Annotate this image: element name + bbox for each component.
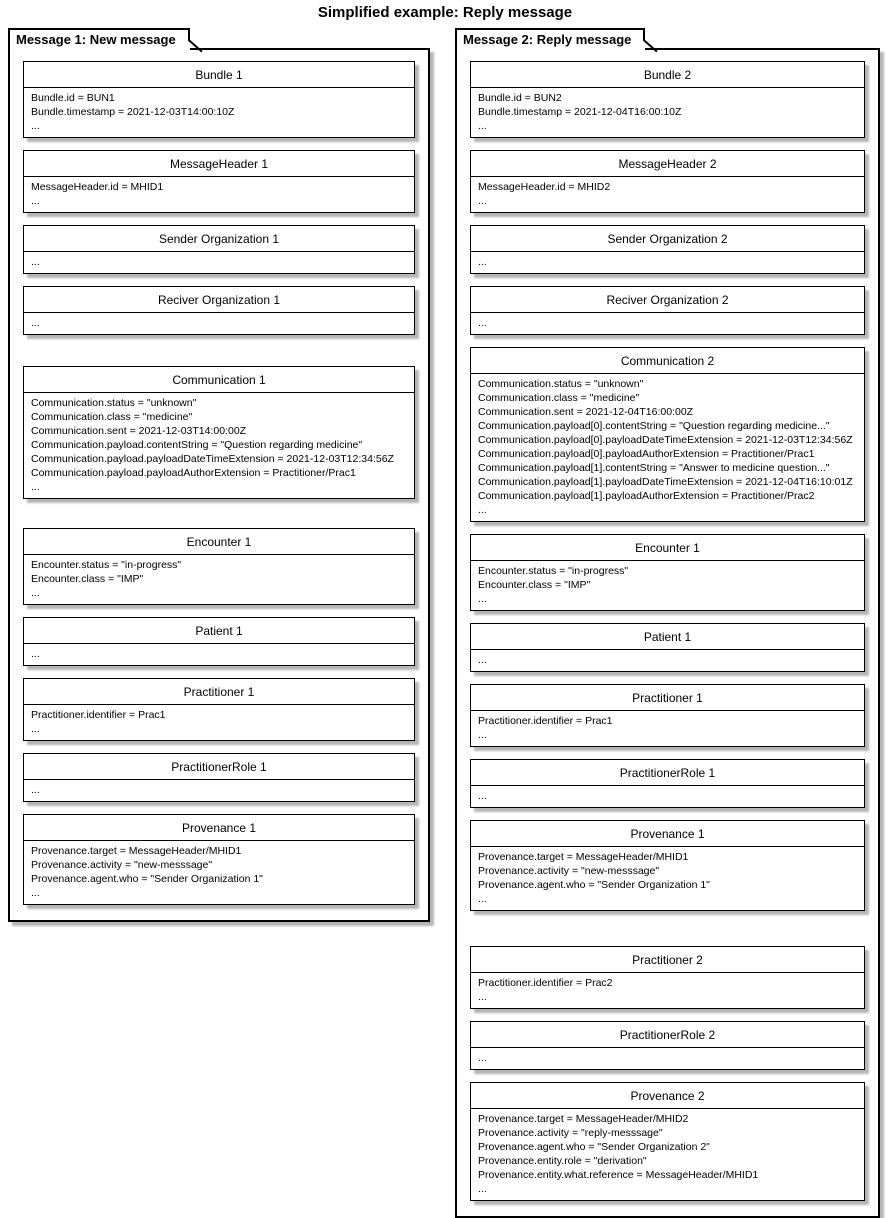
box-provenance-2-body <box>471 1109 864 1200</box>
box-messageheader-1 <box>23 150 415 213</box>
box-sender-organization-2-body <box>471 252 864 273</box>
attribute-line: ... <box>478 654 487 666</box>
box-bundle-1-body <box>24 88 414 137</box>
box-patient-1-msg2 <box>470 623 865 672</box>
diagram-title: Simplified example: Reply message <box>317 4 573 21</box>
box-practitioner-2 <box>470 946 865 1009</box>
attribute-line: Communication.sent = 2021-12-04T16:00:00Z <box>478 406 694 418</box>
attribute-line: ... <box>478 593 487 605</box>
package-message-1-frame <box>8 48 430 922</box>
attribute-line: Provenance.activity = "new-messsage" <box>31 859 213 871</box>
attribute-line: Communication.payload.payloadAuthorExtension = Practitioner/Prac1 <box>31 467 356 479</box>
attribute-line: ... <box>478 504 487 516</box>
attribute-line: Communication.status = "unknown" <box>478 378 644 390</box>
attribute-line: Provenance.activity = "new-messsage" <box>478 865 660 877</box>
attribute-line: MessageHeader.id = MHID1 <box>31 181 164 193</box>
attribute-line: Bundle.timestamp = 2021-12-03T14:00:10Z <box>31 106 235 118</box>
box-encounter-1-msg2-body <box>471 561 864 610</box>
attribute-line: Bundle.id = BUN2 <box>478 92 562 104</box>
attribute-line: Bundle.timestamp = 2021-12-04T16:00:10Z <box>478 106 682 118</box>
box-patient-1-msg2-body <box>471 650 864 671</box>
box-practitioner-1-body <box>24 705 414 740</box>
attribute-line: Practitioner.identifier = Prac2 <box>478 977 613 989</box>
box-sender-organization-2-title: Sender Organization 2 <box>471 226 864 252</box>
attribute-line: ... <box>478 893 487 905</box>
box-practitioner-2-title: Practitioner 2 <box>471 947 864 973</box>
box-messageheader-2 <box>470 150 865 213</box>
box-encounter-1-title: Encounter 1 <box>24 529 414 555</box>
box-bundle-1 <box>23 61 415 138</box>
attribute-line: Provenance.entity.role = "derivation" <box>478 1155 647 1167</box>
attribute-line: ... <box>31 784 40 796</box>
attribute-line: Communication.payload[0].contentString = "Question regarding medicine..." <box>478 420 830 432</box>
attribute-line: ... <box>478 729 487 741</box>
box-communication-2 <box>470 347 865 522</box>
box-patient-1-msg2-title: Patient 1 <box>471 624 864 650</box>
box-reciver-organization-2-title: Reciver Organization 2 <box>471 287 864 313</box>
attribute-line: ... <box>31 887 40 899</box>
box-provenance-2 <box>470 1082 865 1201</box>
box-sender-organization-1-body <box>24 252 414 273</box>
attribute-line: Provenance.agent.who = "Sender Organization 1" <box>478 879 710 891</box>
box-communication-2-body <box>471 374 864 521</box>
attribute-line: Encounter.status = "in-progress" <box>478 565 629 577</box>
attribute-line: ... <box>478 790 487 802</box>
box-provenance-1-msg2 <box>470 820 865 911</box>
attribute-line: Provenance.agent.who = "Sender Organization 1" <box>31 873 263 885</box>
attribute-line: Communication.class = "medicine" <box>478 392 640 404</box>
packages-row <box>0 28 890 1218</box>
attribute-line: Communication.status = "unknown" <box>31 397 197 409</box>
box-reciver-organization-1 <box>23 286 415 335</box>
attribute-line: ... <box>478 317 487 329</box>
box-encounter-1 <box>23 528 415 605</box>
box-practitionerrole-1-body <box>24 780 414 801</box>
attribute-line: Communication.sent = 2021-12-03T14:00:00Z <box>31 425 247 437</box>
attribute-line: ... <box>478 195 487 207</box>
box-patient-1 <box>23 617 415 666</box>
box-communication-2-title: Communication 2 <box>471 348 864 374</box>
attribute-line: Encounter.class = "IMP" <box>31 573 144 585</box>
box-practitioner-1-msg2-body <box>471 711 864 746</box>
attribute-line: ... <box>31 587 40 599</box>
box-sender-organization-1 <box>23 225 415 274</box>
box-practitioner-1 <box>23 678 415 741</box>
box-reciver-organization-2-body <box>471 313 864 334</box>
attribute-line: Communication.payload[1].payloadDateTimeExtension = 2021-12-04T16:10:01Z <box>478 476 853 488</box>
attribute-line: Communication.payload.payloadDateTimeExtension = 2021-12-03T12:34:56Z <box>31 453 394 465</box>
box-messageheader-1-title: MessageHeader 1 <box>24 151 414 177</box>
attribute-line: ... <box>31 481 40 493</box>
box-provenance-1-body <box>24 841 414 904</box>
box-bundle-2-body <box>471 88 864 137</box>
attribute-line: Bundle.id = BUN1 <box>31 92 115 104</box>
box-patient-1-title: Patient 1 <box>24 618 414 644</box>
box-reciver-organization-1-title: Reciver Organization 1 <box>24 287 414 313</box>
box-bundle-2-title: Bundle 2 <box>471 62 864 88</box>
package-message-2-frame <box>455 48 880 1218</box>
attribute-line: Provenance.activity = "reply-messsage" <box>478 1127 663 1139</box>
attribute-line: Provenance.target = MessageHeader/MHID1 <box>31 845 242 857</box>
box-practitionerrole-1-title: PractitionerRole 1 <box>24 754 414 780</box>
box-bundle-1-title: Bundle 1 <box>24 62 414 88</box>
box-messageheader-2-title: MessageHeader 2 <box>471 151 864 177</box>
attribute-line: Communication.payload[0].payloadAuthorExtension = Practitioner/Prac1 <box>478 448 815 460</box>
attribute-line: MessageHeader.id = MHID2 <box>478 181 611 193</box>
box-patient-1-body <box>24 644 414 665</box>
attribute-line: Provenance.target = MessageHeader/MHID2 <box>478 1113 689 1125</box>
attribute-line: ... <box>31 195 40 207</box>
box-practitionerrole-2-body <box>471 1048 864 1069</box>
package-message-2 <box>455 28 880 1218</box>
attribute-line: Practitioner.identifier = Prac1 <box>478 715 613 727</box>
box-encounter-1-msg2-title: Encounter 1 <box>471 535 864 561</box>
attribute-line: Communication.payload[0].payloadDateTimeExtension = 2021-12-03T12:34:56Z <box>478 434 853 446</box>
box-practitionerrole-2 <box>470 1021 865 1070</box>
box-practitioner-1-msg2 <box>470 684 865 747</box>
box-reciver-organization-1-body <box>24 313 414 334</box>
attribute-line: ... <box>478 120 487 132</box>
attribute-line: Communication.payload[1].contentString = "Answer to medicine question..." <box>478 462 830 474</box>
box-communication-1-body <box>24 393 414 498</box>
attribute-line: Communication.payload.contentString = "Question regarding medicine" <box>31 439 363 451</box>
box-encounter-1-body <box>24 555 414 604</box>
attribute-line: Provenance.entity.what.reference = MessageHeader/MHID1 <box>478 1169 759 1181</box>
box-practitioner-1-msg2-title: Practitioner 1 <box>471 685 864 711</box>
box-practitionerrole-2-title: PractitionerRole 2 <box>471 1022 864 1048</box>
attribute-line: ... <box>478 991 487 1003</box>
box-practitionerrole-1-msg2 <box>470 759 865 808</box>
attribute-line: ... <box>31 120 40 132</box>
box-practitionerrole-1-msg2-body <box>471 786 864 807</box>
attribute-line: Communication.payload[1].payloadAuthorExtension = Practitioner/Prac2 <box>478 490 815 502</box>
box-encounter-1-msg2 <box>470 534 865 611</box>
attribute-line: Practitioner.identifier = Prac1 <box>31 709 166 721</box>
box-communication-1 <box>23 366 415 499</box>
attribute-line: ... <box>31 256 40 268</box>
box-sender-organization-1-title: Sender Organization 1 <box>24 226 414 252</box>
box-provenance-1-msg2-title: Provenance 1 <box>471 821 864 847</box>
box-provenance-2-title: Provenance 2 <box>471 1083 864 1109</box>
box-provenance-1 <box>23 814 415 905</box>
box-practitionerrole-1 <box>23 753 415 802</box>
attribute-line: ... <box>478 1052 487 1064</box>
attribute-line: ... <box>31 648 40 660</box>
attribute-line: ... <box>31 723 40 735</box>
box-reciver-organization-2 <box>470 286 865 335</box>
package-message-2-tab: Message 2: Reply message <box>455 28 645 50</box>
box-messageheader-1-body <box>24 177 414 212</box>
attribute-line: Communication.class = "medicine" <box>31 411 193 423</box>
package-message-1 <box>8 28 430 922</box>
box-provenance-1-msg2-body <box>471 847 864 910</box>
attribute-line: Provenance.agent.who = "Sender Organization 2" <box>478 1141 710 1153</box>
attribute-line: ... <box>478 1183 487 1195</box>
attribute-line: Encounter.status = "in-progress" <box>31 559 182 571</box>
box-practitioner-2-body <box>471 973 864 1008</box>
attribute-line: Provenance.target = MessageHeader/MHID1 <box>478 851 689 863</box>
box-communication-1-title: Communication 1 <box>24 367 414 393</box>
box-practitioner-1-title: Practitioner 1 <box>24 679 414 705</box>
box-messageheader-2-body <box>471 177 864 212</box>
box-provenance-1-title: Provenance 1 <box>24 815 414 841</box>
box-sender-organization-2 <box>470 225 865 274</box>
attribute-line: Encounter.class = "IMP" <box>478 579 591 591</box>
package-message-1-tab: Message 1: New message <box>8 28 190 50</box>
box-practitionerrole-1-msg2-title: PractitionerRole 1 <box>471 760 864 786</box>
attribute-line: ... <box>478 256 487 268</box>
box-bundle-2 <box>470 61 865 138</box>
attribute-line: ... <box>31 317 40 329</box>
